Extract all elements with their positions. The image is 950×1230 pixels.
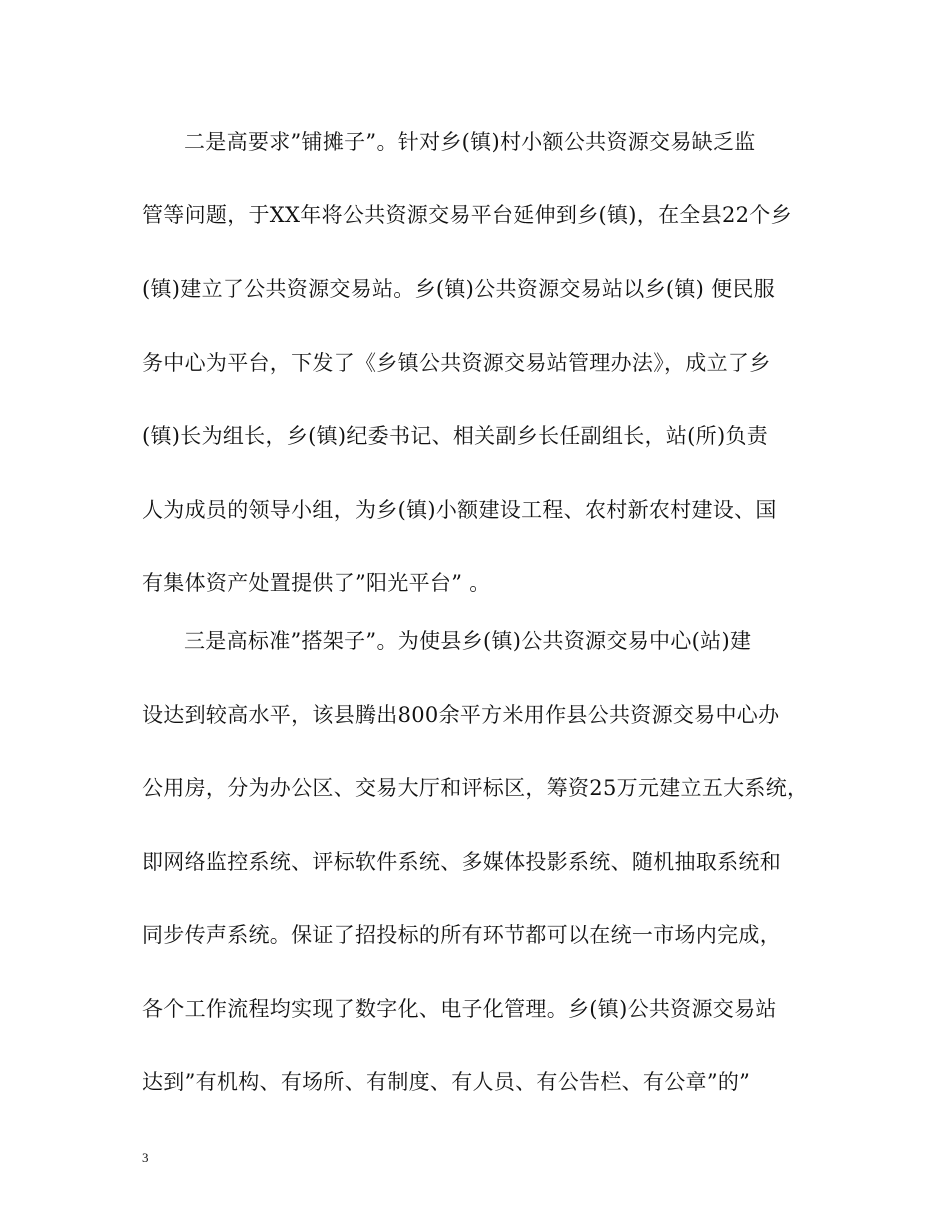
- paragraph-1-line-1: 二是高要求”铺摊子”。针对乡(镇)村小额公共资源交易缺乏监: [184, 130, 756, 154]
- paragraph-2-line-5: 同步传声系统。保证了招投标的所有环节都可以在统一市场内完成，: [142, 923, 781, 947]
- paragraph-2-line-6: 各个工作流程均实现了数字化、电子化管理。乡(镇)公共资源交易站: [142, 997, 777, 1021]
- paragraph-2-line-3: 公用房，分为办公区、交易大厅和评标区，筹资25万元建立五大系统，: [142, 776, 809, 800]
- paragraph-1-line-5: (镇)长为组长，乡(镇)纪委书记、相关副乡长任副组长，站(所)负责: [142, 424, 769, 448]
- paragraph-1-line-7: 有集体资产处置提供了”阳光平台” 。: [142, 571, 491, 595]
- paragraph-2-line-4: 即网络监控系统、评标软件系统、多媒体投影系统、随机抽取系统和: [142, 850, 781, 874]
- paragraph-1-line-4: 务中心为平台，下发了《乡镇公共资源交易站管理办法》，成立了乡: [142, 351, 771, 375]
- paragraph-2-line-7: 达到”有机构、有场所、有制度、有人员、有公告栏、有公章”的”: [142, 1070, 751, 1094]
- paragraph-1-line-2: 管等问题，于XX年将公共资源交易平台延伸到乡(镇)，在全县22个乡: [142, 203, 792, 227]
- paragraph-1-line-6: 人为成员的领导小组，为乡(镇)小额建设工程、农村新农村建设、国: [142, 498, 777, 522]
- paragraph-2-line-1: 三是高标准”搭架子”。为使县乡(镇)公共资源交易中心(站)建: [184, 629, 752, 653]
- paragraph-2-line-2: 设达到较高水平，该县腾出800余平方米用作县公共资源交易中心办: [142, 703, 780, 727]
- page-number: 3: [142, 1150, 149, 1165]
- paragraph-1-line-3: (镇)建立了公共资源交易站。乡(镇)公共资源交易站以乡(镇) 便民服: [142, 277, 776, 301]
